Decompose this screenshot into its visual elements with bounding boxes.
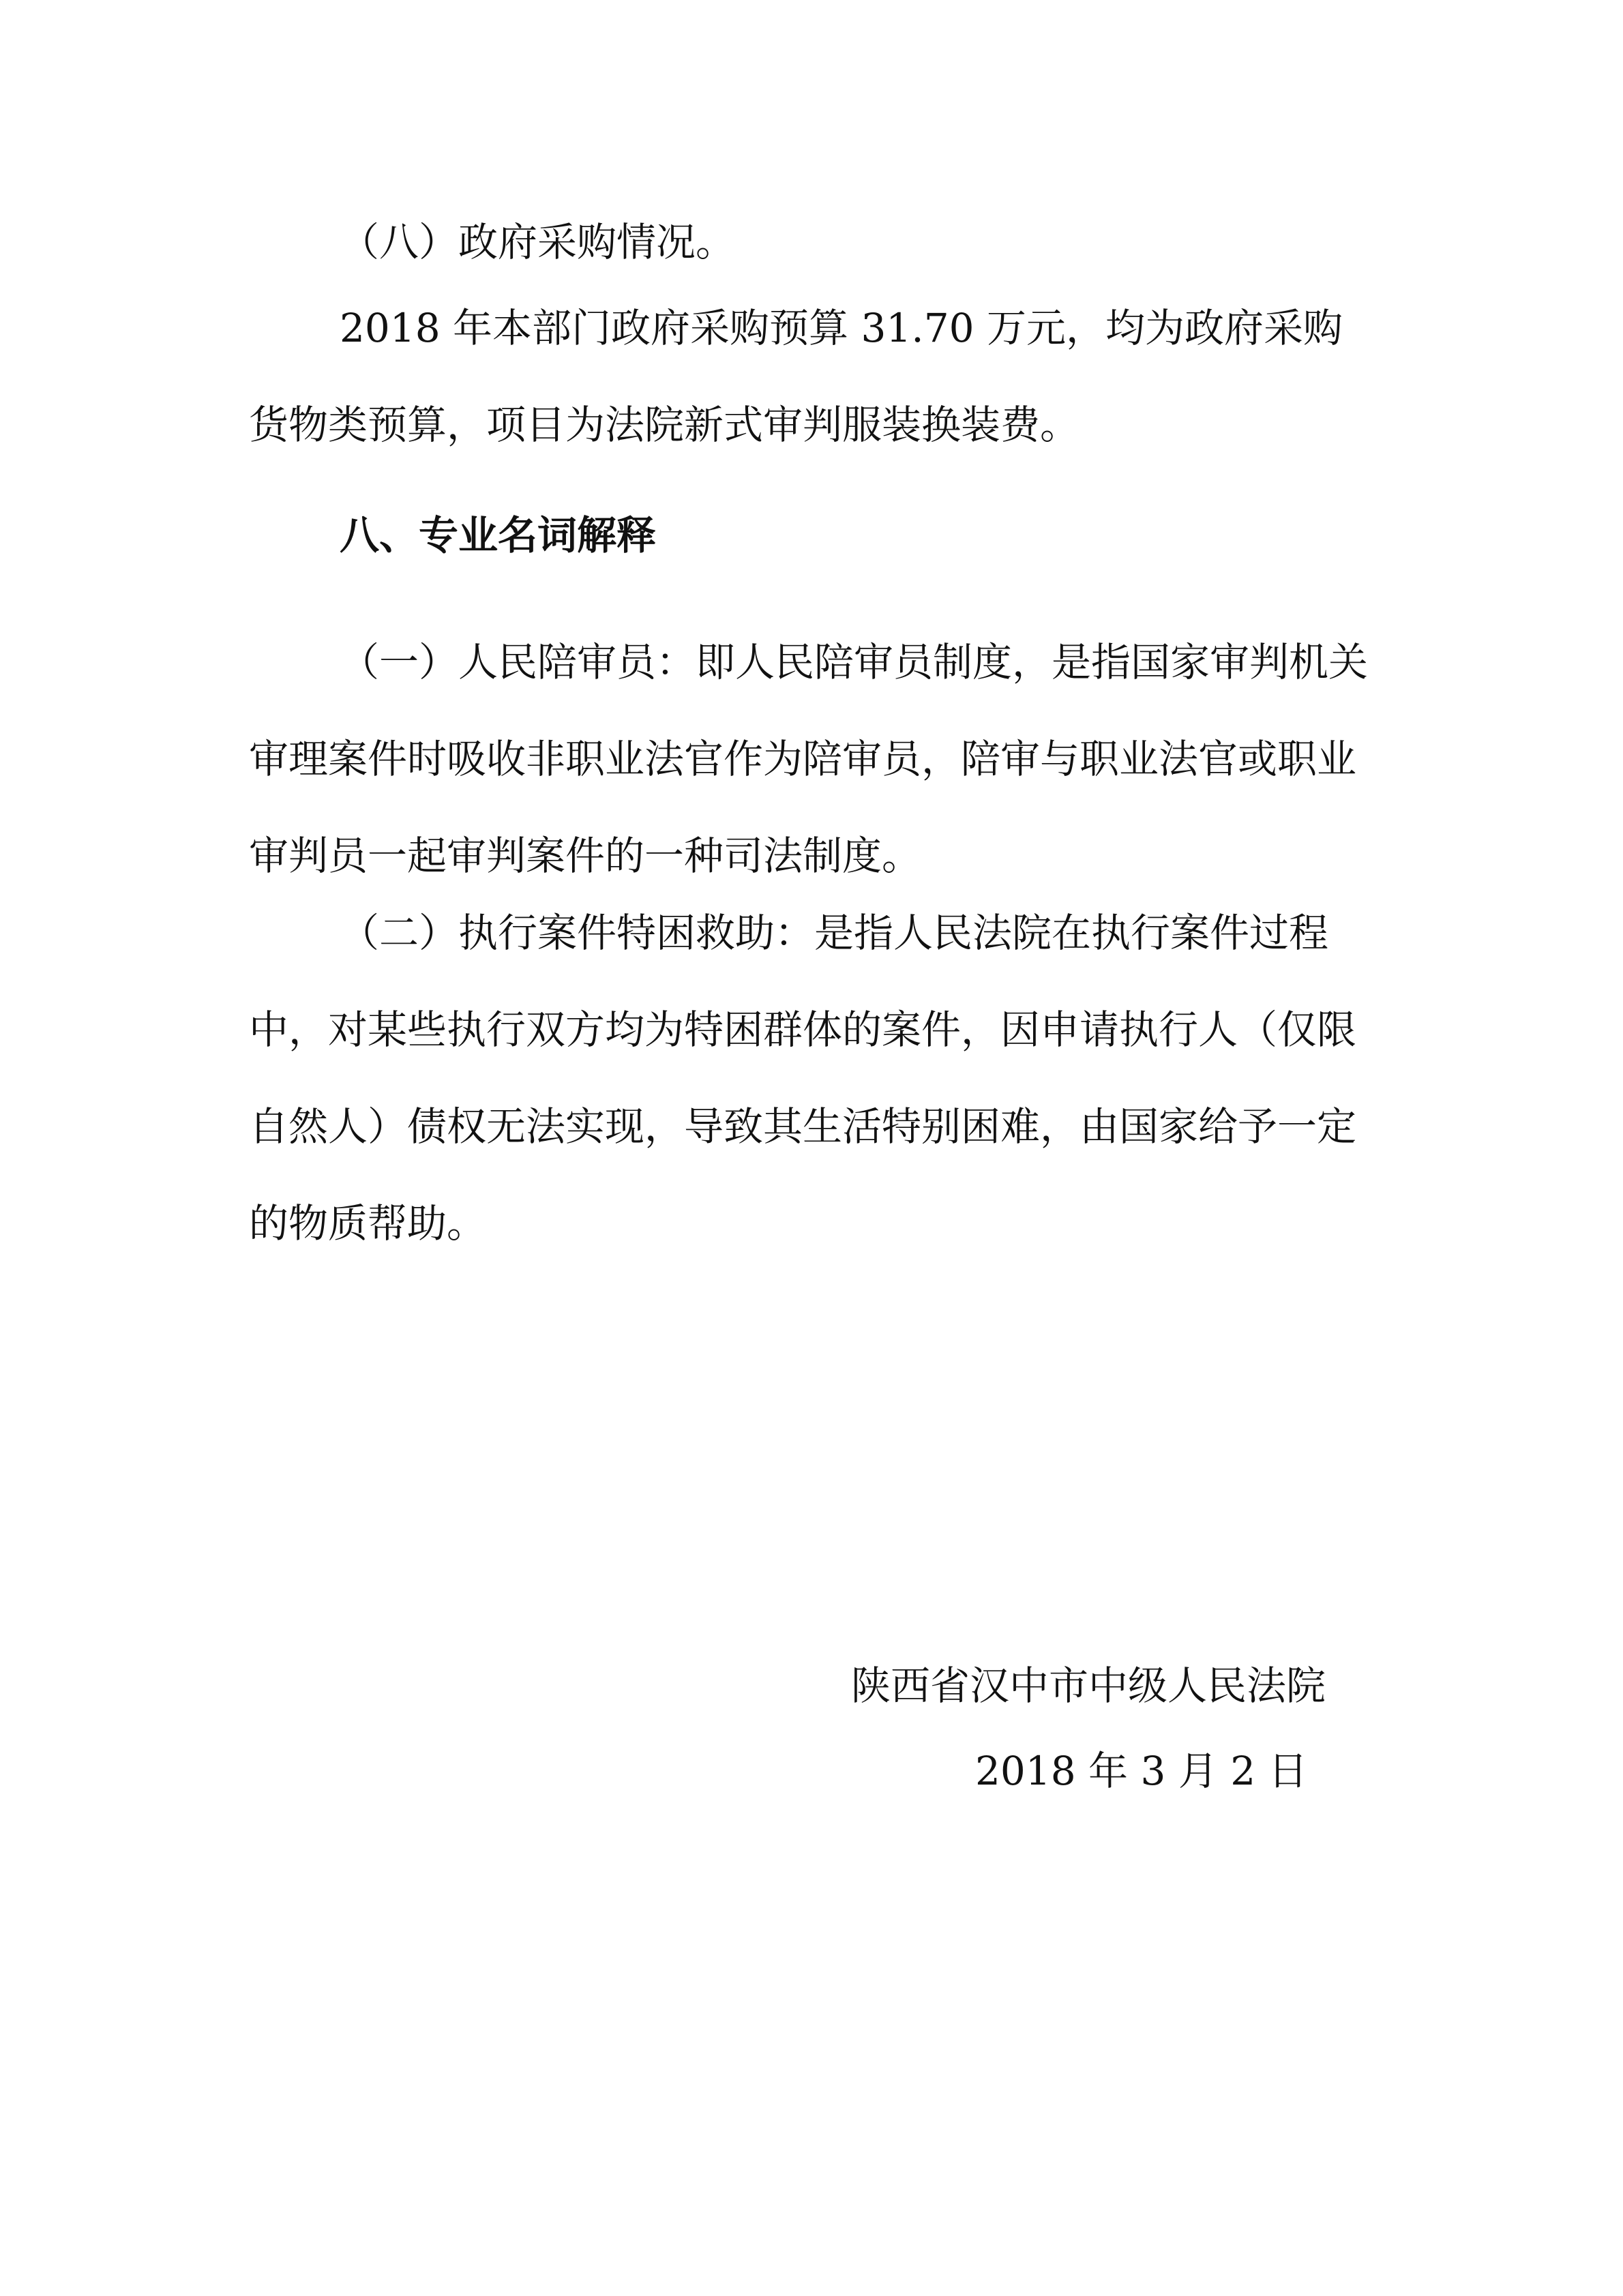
subsection-title: （八）政府采购情况。: [340, 219, 736, 265]
signature-date: 2018 年 3 月 2 日: [975, 1748, 1308, 1794]
term-paragraph-2: （二）执行案件特困救助：是指人民法院在执行案件过程中，对某些执行双方均为特困群体的案件，因申请执行人（仅限自然人）债权无法实现，导致其生活特别困难，由国家给予一定的物质帮助。: [249, 910, 1357, 1247]
term-paragraph-1: （一）人民陪审员：即人民陪审员制度，是指国家审判机关审理案件时吸收非职业法官作为陪审员，陪审与职业法官或职业审判员一起审判案件的一种司法制度。: [249, 639, 1369, 879]
signature-organization: 陕西省汉中市中级人民法院: [851, 1663, 1326, 1709]
procurement-paragraph: 2018 年本部门政府采购预算 31.70 万元，均为政府采购货物类预算，项目为法院新式审判服装换装费。: [249, 305, 1343, 448]
section-heading: 八、专业名词解释: [340, 512, 657, 558]
